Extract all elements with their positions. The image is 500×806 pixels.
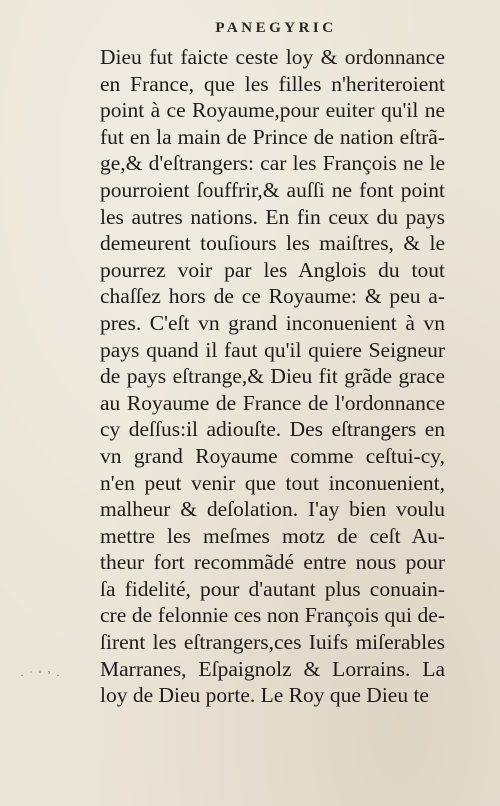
body-text	[100, 44, 445, 709]
text-line: mettre les meſmes motz de ceſt Au-	[100, 523, 445, 548]
text-line: pourroient ſouffrir,& auſſi ne font point	[100, 177, 445, 202]
text-line: fut en la main de Prince de nation eſtrã-	[100, 124, 445, 149]
text-line: vn grand Royaume comme ceſtui-cy,	[100, 443, 445, 468]
text-line: demeurent touſiours les maiſtres, & le	[100, 231, 445, 256]
text-line: cy deſſus:il adiouſte. Des eſtrangers en	[100, 417, 445, 442]
text-line: les autres nations. En fin ceux du pays	[100, 204, 445, 229]
text-line: Dieu fut faicte ceste loy & ordonnance	[100, 45, 445, 69]
text-line: ſa fidelité, pour d'autant plus conuain-	[100, 576, 445, 601]
text-line: Marranes, Eſpaignolz & Lorrains. La	[100, 656, 445, 681]
text-line: en France, que les filles n'heriteroient	[100, 71, 445, 96]
text-line: chaſſez hors de ce Royaume: & peu a-	[100, 284, 445, 309]
running-head	[0, 20, 500, 37]
text-line: au Royaume de France de l'ordonnance	[100, 390, 445, 415]
text-line: point à ce Royaume,pour euiter qu'il ne	[100, 98, 445, 123]
text-line: ſirent les eſtrangers,ces Iuifs miſerables	[100, 630, 445, 655]
text-line: malheur & deſolation. I'ay bien voulu	[100, 497, 445, 522]
text-line: n'en peut venir que tout inconuenient,	[100, 470, 445, 495]
text-line: theur fort recommãdé entre nous pour	[100, 550, 445, 575]
text-line: ge,& d'eſtrangers: car les François ne le	[100, 151, 445, 176]
text-line: loy de Dieu porte. Le Roy que Dieu te	[100, 683, 429, 708]
text-line: pays quand il faut qu'il quiere Seigneur	[100, 337, 445, 362]
text-line: pourrez voir par les Anglois du tout	[100, 257, 445, 282]
text-line: de pays eſtrange,& Dieu fit grãde grace	[100, 364, 445, 389]
text-line: pres. C'eſt vn grand inconuenient à vn	[100, 310, 445, 335]
text-line: cre de felonnie ces non François qui de-	[100, 603, 445, 628]
running-head-text: PANEGYRIC	[215, 20, 337, 36]
ink-speckles: · ˙ ˚ ʼ ·	[20, 668, 61, 682]
